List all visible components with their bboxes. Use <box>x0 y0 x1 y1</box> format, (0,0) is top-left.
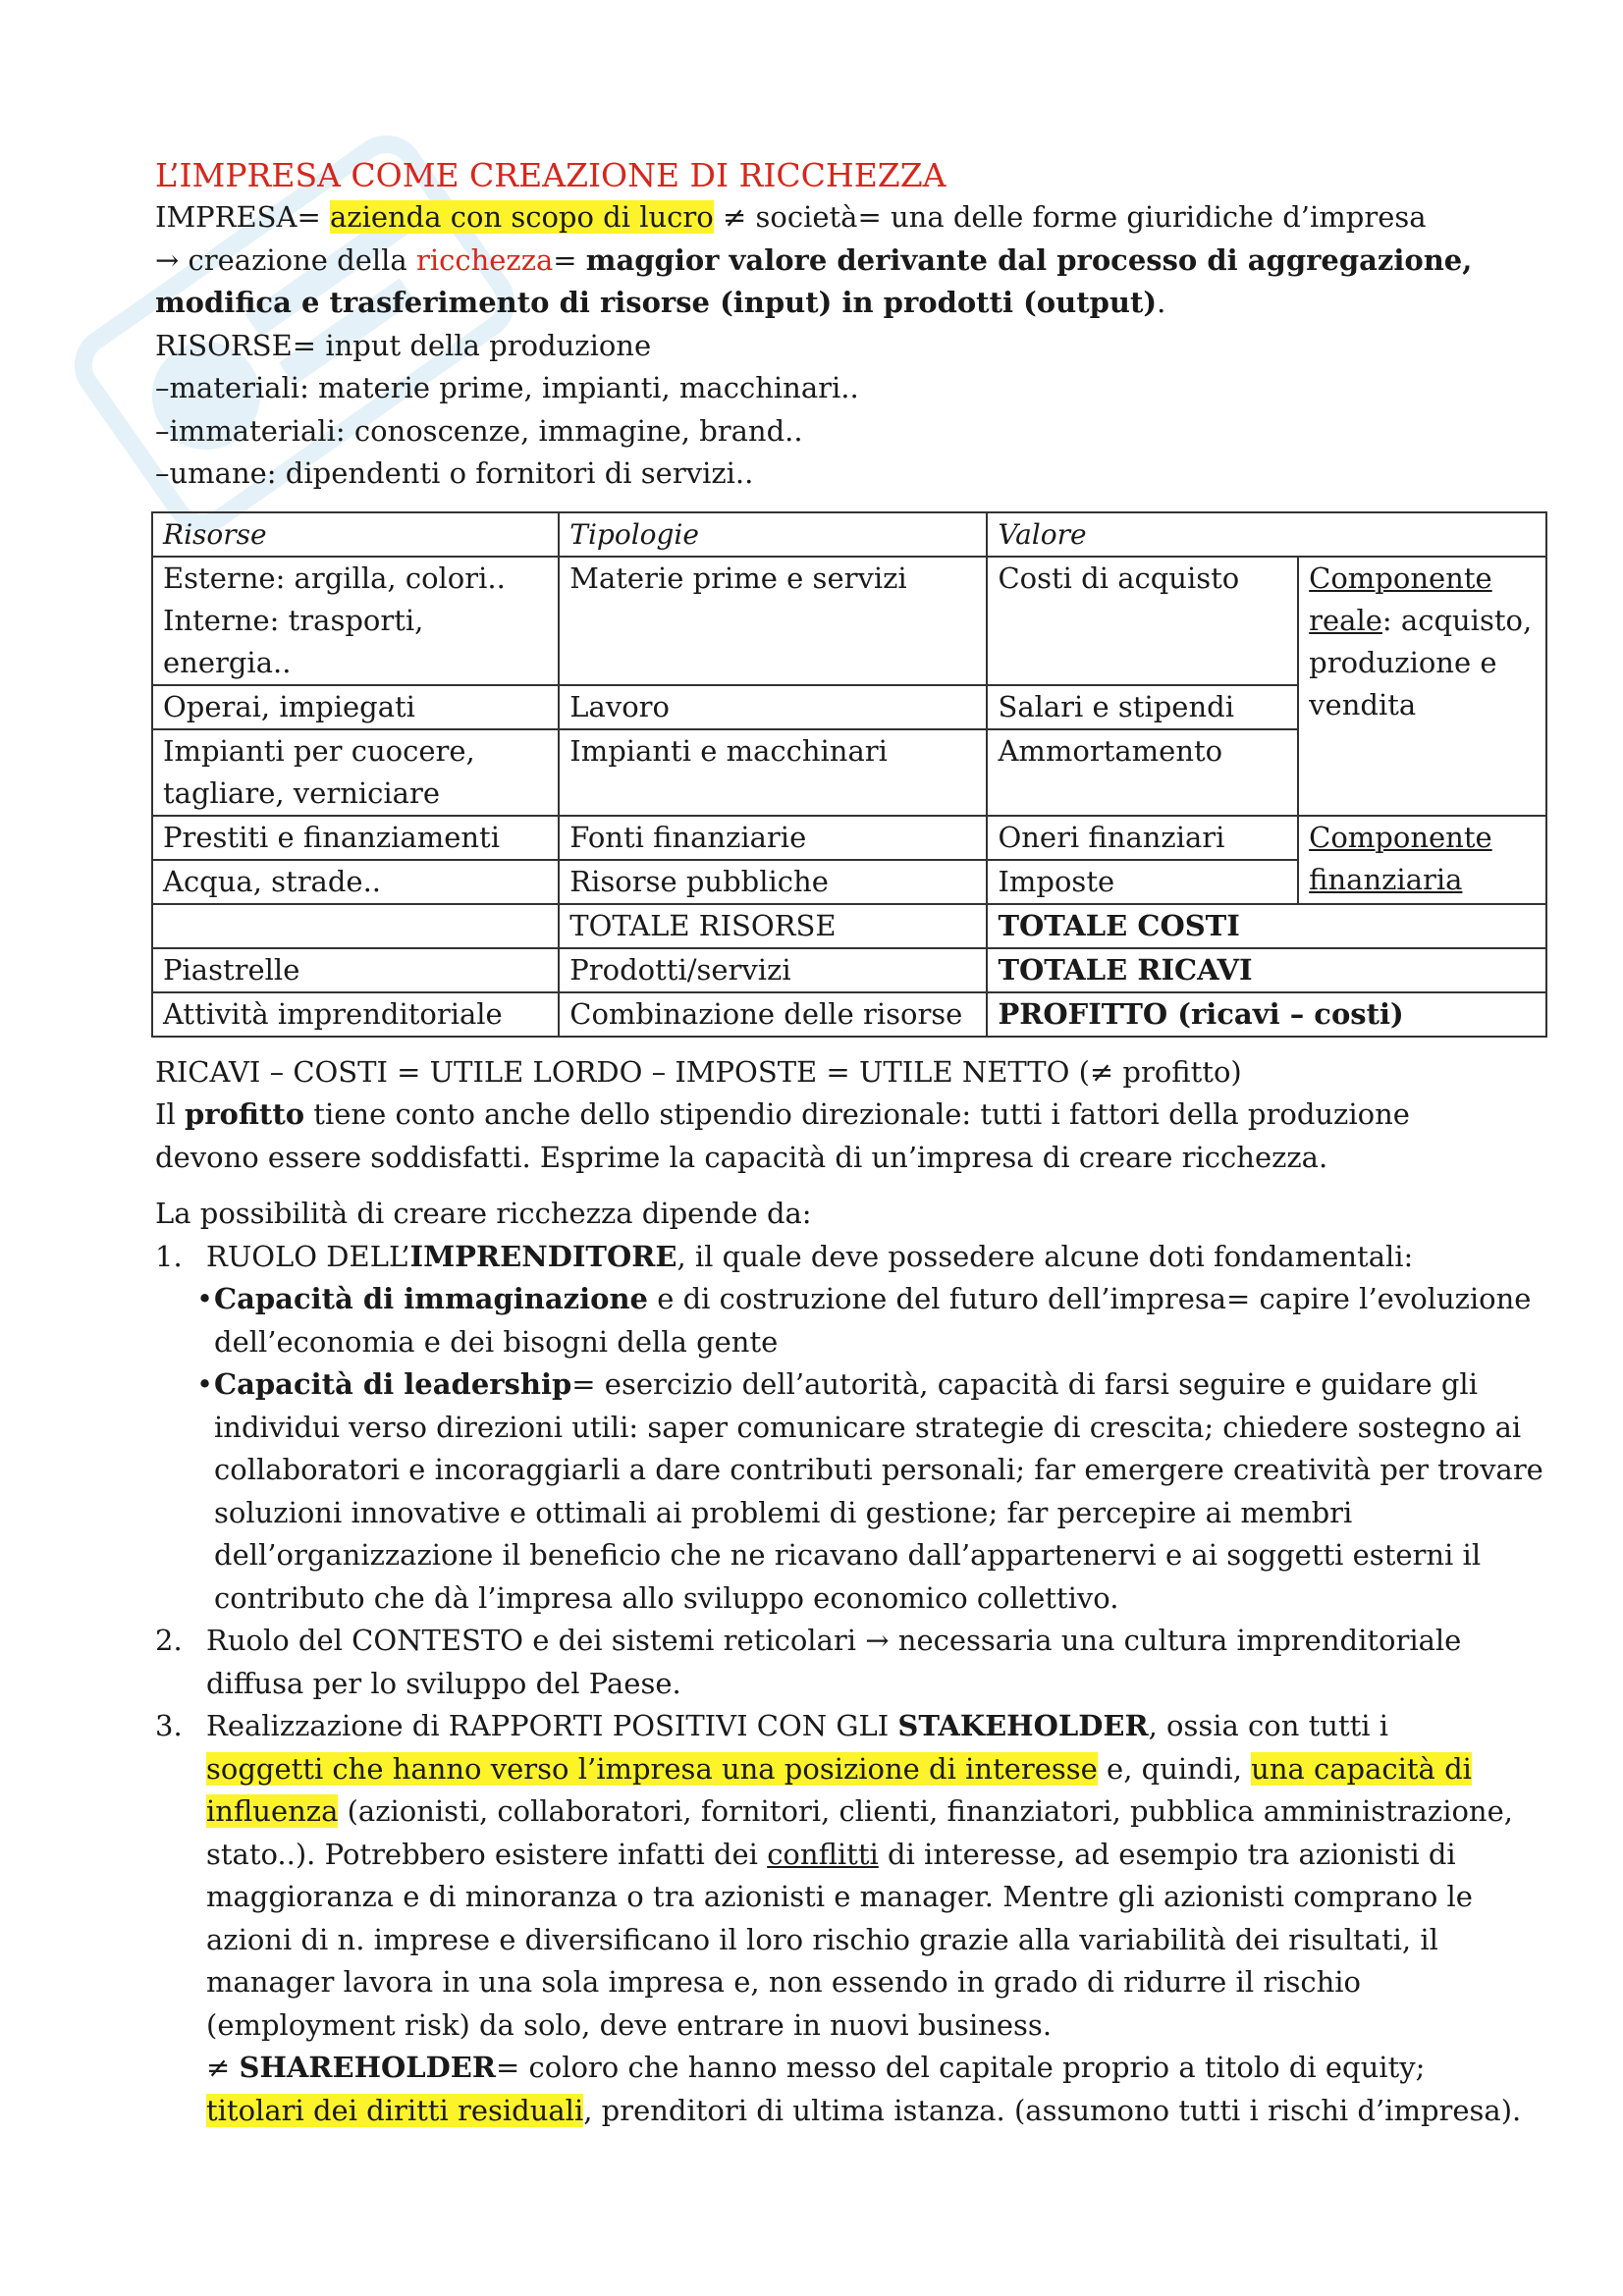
side-label-financial: Componente finanziaria <box>1298 816 1546 904</box>
intro-line-2: → creazione della ricchezza= maggior valore derivante dal processo di aggregazione, <box>155 242 1473 277</box>
side-label-real: Componente reale: acquisto, produzione e vendita <box>1298 557 1546 816</box>
resources-table <box>151 511 1547 1038</box>
intro-line-4: RISORSE= input della produzione <box>155 328 652 362</box>
list-item: 3. Realizzazione di RAPPORTI POSITIVI CON GLI STAKEHOLDER, ossia con tutti i soggetti che hanno verso l’impresa una posizione di interesse e, quindi, una capacità di influenza (azionisti, collaboratori, fornitori, clienti, finanziatori, pubblica amministrazione, stato..). Potrebbero esistere infatti dei conflitti di interesse, ad esempio tra azionisti di maggioranza e di minoranza o tra azionisti e manager. Mentre gli azionisti comprano le azioni di n. imprese e diversificano il loro rischio grazie alla variabilità dei risultati, il manager lavora in una sola impresa e, non essendo in grado di ridurre il rischio (employment risk) da solo, deve entrare in nuovi business. ≠ SHAREHOLDER= coloro che hanno messo del capitale proprio a titolo di equity; titolari dei diritti residuali, prenditori di ultima istanza. (assumono tutti i rischi d’impresa). <box>155 1709 1522 2127</box>
table-row: Attività imprenditoriale Combinazione delle risorse PROFITTO (ricavi – costi) <box>152 992 1546 1037</box>
list-item: 1. RUOLO DELL’IMPRENDITORE, il quale deve possedere alcune doti fondamentali: <box>155 1239 1414 1273</box>
intro-line-5: –materiali: materie prime, impianti, macchinari.. <box>155 371 859 404</box>
highlight: azienda con scopo di lucro <box>330 200 714 234</box>
arrow-right-icon: → <box>155 242 180 277</box>
bullet-icon: • <box>196 1282 214 1315</box>
table-row: TOTALE RISORSE TOTALE COSTI <box>152 904 1546 948</box>
list-item: 2. Ruolo del CONTESTO e dei sistemi reticolari → necessaria una cultura imprenditoriale diffusa per lo sviluppo del Paese. <box>155 1624 1462 1700</box>
profit-paragraph: Il profitto tiene conto anche dello stipendio direzionale: tutti i fattori della produzione <box>155 1097 1410 1131</box>
table-row: Piastrelle Prodotti/servizi TOTALE RICAVI <box>152 948 1546 992</box>
bullet-item: • Capacità di leadership= esercizio dell’autorità, capacità di farsi seguire e guidare gli individui verso direzioni utili: saper comunicare strategie di crescita; chiedere sostegno ai collaboratori e incoraggiarli a dare contributi personali; far emergere creatività per trovare soluzioni innovative e ottimali ai problemi di gestione; far percepire ai membri dell’organizzazione il beneficio che ne ricavano dall’appartenervi e ai soggetti esterni il contributo che dà l’impresa allo sviluppo economico collettivo. <box>155 1363 1481 1620</box>
bullet-item: • Capacità di immaginazione e di costruzione del futuro dell’impresa= capire l’evoluzione dell’economia e dei bisogni della gente <box>155 1278 1481 1363</box>
intro-line-3: modifica e trasferimento di risorse (input) in prodotti (output). <box>155 286 1166 319</box>
table-row: Acqua, strade.. Risorse pubbliche Imposte <box>152 860 1546 904</box>
equation-line: RICAVI – COSTI = UTILE LORDO – IMPOSTE = UTILE NETTO (≠ profitto) <box>155 1054 1242 1089</box>
intro-line-1: IMPRESA= azienda con scopo di lucro ≠ società= una delle forme giuridiche d’impresa <box>155 200 1427 234</box>
table-row: Operai, impiegati Lavoro Salari e stipendi <box>152 685 1546 729</box>
document-page: L’IMPRESA COME CREAZIONE DI RICCHEZZA IMPRESA= azienda con scopo di lucro ≠ società= una delle forme giuridiche d’impresa → creazione della ricchezza= maggior valore derivante dal processo di aggregazione, modifica e trasferimento di risorse (input) in prodotti (output). RISORSE= input della produzione –materiali: materie prime, impianti, macchinari.. –immateriali: conoscenze, immagine, brand.. –umane: dipendenti o fornitori di servizi.. Risorse Tipologie Valore Esterne: argilla, colori.. Interne: trasporti, energia.. Materie prime e servizi Costi di acquisto Componente reale: acquisto, produzione e vendita Operai, impiegati Lavoro Salari e stipendi Impianti per cuocere, tagliare, verniciare Impianti e macchinari Ammortamento Prestiti e finanziamenti Fonti finanziarie Oneri finanziari Componente finanziaria Acqua, strade.. Risorse pubbliche Imposte TOTALE RISORSE TOTALE COSTI Piastrelle Prodotti/servizi TOTALE RICAVI Attività imprenditoriale Combinazione delle risorse PROFITTO (ricavi – costi) RICAVI – COSTI = UTILE LORDO – IMPOSTE = UTILE NETTO (≠ profitto) Il profitto tiene conto anche dello stipendio direzionale: tutti i fattori della produzione devono essere soddisfatti. Esprime la capacità di un’impresa di creare ricchezza. La possibilità di creare ricchezza dipende da: 1. RUOLO DELL’IMPRENDITORE, il quale deve possedere alcune doti fondamentali: • Capacità di immaginazione e di costruzione del futuro dell’impresa= capire l’evoluzione dell’economia e dei bisogni della gente • Capacità di leadership= esercizio dell’autorità, capacità di farsi seguire e guidare gli individui verso direzioni utili: saper comunicare strategie di crescita; chiedere sostegno ai collaboratori e incoraggiarli a dare contributi personali; far emergere creatività per trovare soluzioni innovative e ottimali ai problemi di gestione; far percepire ai membri dell’organizzazione il beneficio che ne ricavano dall’appartenervi e ai soggetti esterni il contributo che dà l’impresa allo sviluppo economico collettivo. 2. Ruolo del CONTESTO e dei sistemi reticolari → necessaria una cultura imprenditoriale diffusa per lo sviluppo del Paese. 3. Realizzazione di RAPPORTI POSITIVI CON GLI STAKEHOLDER, ossia con tutti i soggetti che hanno verso l’impresa una posizione di interesse e, quindi, una capacità di influenza (azionisti, collaboratori, fornitori, clienti, finanziatori, pubblica amministrazione, stato..). Potrebbero esistere infatti dei conflitti di interesse, ad esempio tra azionisti di maggioranza e di minoranza o tra azionisti e manager. Mentre gli azionisti comprano le azioni di n. imprese e diversificano il loro rischio grazie alla variabilità dei risultati, il manager lavora in una sola impresa e, non essendo in grado di ridurre il rischio (employment risk) da solo, deve entrare in nuovi business. ≠ SHAREHOLDER= coloro che hanno messo del capitale proprio a titolo di equity; titolari dei diritti residuali, prenditori di ultima istanza. (assumono tutti i rischi d’impresa). <box>155 155 1481 2132</box>
arrow-right-icon: → <box>865 1624 890 1657</box>
table-header-row: Risorse Tipologie Valore <box>152 512 1546 557</box>
table-row: Prestiti e finanziamenti Fonti finanziarie Oneri finanziari Componente finanziaria <box>152 816 1546 860</box>
possibility-intro: La possibilità di creare ricchezza dipende da: <box>155 1197 812 1230</box>
intro-line-6: –immateriali: conoscenze, immagine, brand.. <box>155 413 803 448</box>
intro-line-7: –umane: dipendenti o fornitori di servizi.. <box>155 456 754 490</box>
bullet-icon: • <box>196 1367 214 1401</box>
table-row: Impianti per cuocere, tagliare, verniciare Impianti e macchinari Ammortamento <box>152 729 1546 816</box>
table-row: Esterne: argilla, colori.. Interne: trasporti, energia.. Materie prime e servizi Costi di acquisto Componente reale: acquisto, produzione e vendita <box>152 557 1546 685</box>
page-title: L’IMPRESA COME CREAZIONE DI RICCHEZZA <box>155 156 947 194</box>
